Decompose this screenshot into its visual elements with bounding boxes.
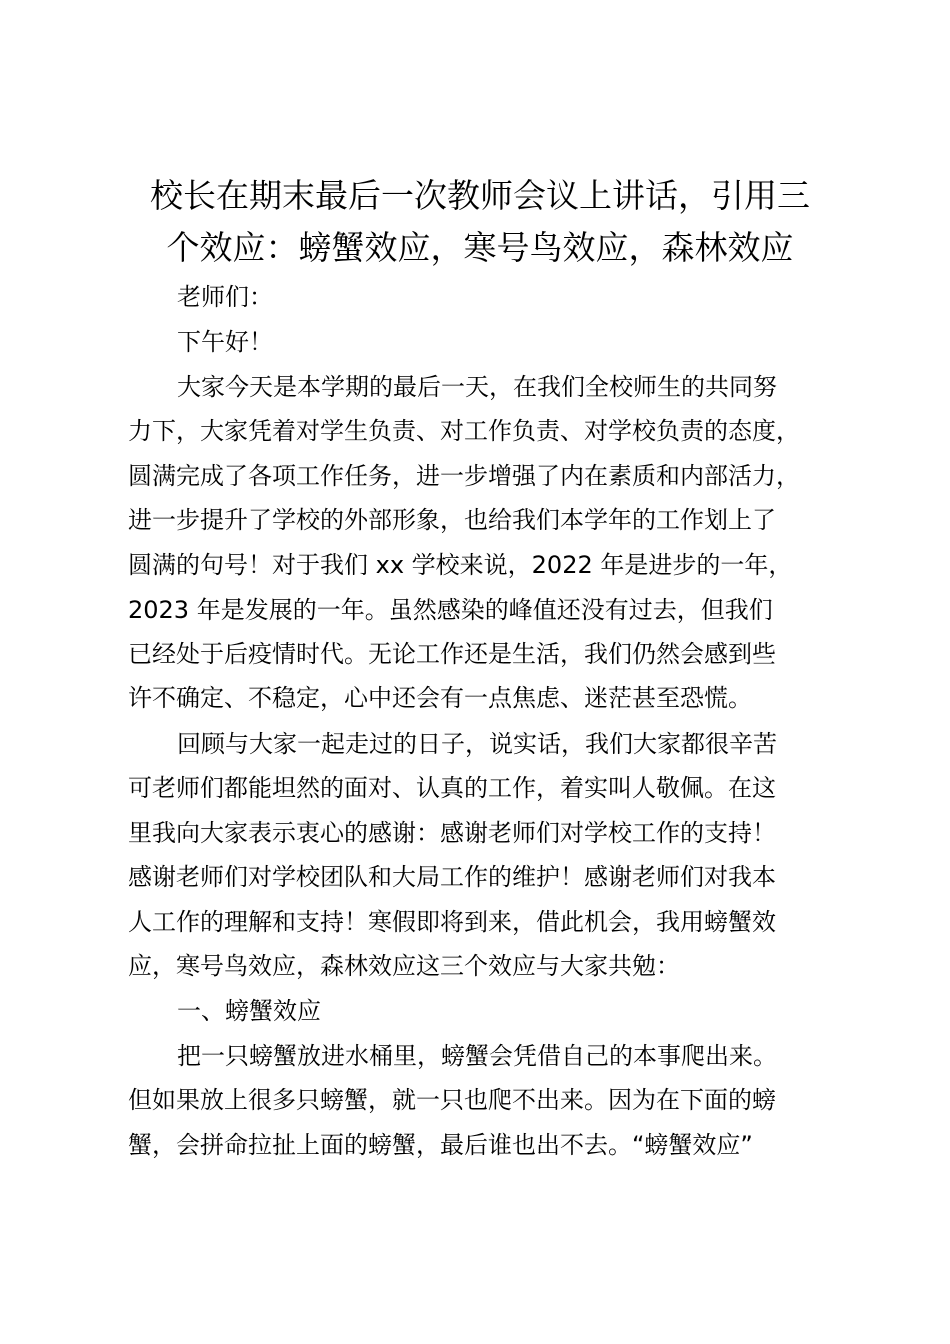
paragraph-line: 圆满的句号！对于我们 xx 学校来说，2022 年是进步的一年， bbox=[128, 551, 793, 579]
document-title bbox=[110, 170, 850, 274]
paragraph-line: 人工作的理解和支持！寒假即将到来，借此机会，我用螃蟹效 bbox=[128, 908, 776, 936]
paragraph-line: 蟹，会拼命拉扯上面的螃蟹，最后谁也出不去。“螃蟹效应” bbox=[128, 1131, 753, 1159]
greeting: 下午好！ bbox=[177, 328, 273, 356]
paragraph-line: 力下，大家凭着对学生负责、对工作负责、对学校负责的态度， bbox=[128, 417, 800, 445]
paragraph-line: 感谢老师们对学校团队和大局工作的维护！感谢老师们对我本 bbox=[128, 863, 776, 891]
paragraph-line: 应，寒号鸟效应，森林效应这三个效应与大家共勉： bbox=[128, 952, 680, 980]
paragraph-line: 但如果放上很多只螃蟹，就一只也爬不出来。因为在下面的螃 bbox=[128, 1086, 776, 1114]
title-line-1: 校长在期末最后一次教师会议上讲话，引用三 bbox=[150, 176, 810, 215]
paragraph-line: 把一只螃蟹放进水桶里，螃蟹会凭借自己的本事爬出来。 bbox=[177, 1042, 777, 1070]
paragraph-line: 回顾与大家一起走过的日子，说实话，我们大家都很辛苦 bbox=[177, 730, 777, 758]
paragraph-line: 里我向大家表示衷心的感谢：感谢老师们对学校工作的支持！ bbox=[128, 819, 776, 847]
paragraph-line: 已经处于后疫情时代。无论工作还是生活，我们仍然会感到些 bbox=[128, 640, 776, 668]
paragraph-line: 进一步提升了学校的外部形象，也给我们本学年的工作划上了 bbox=[128, 506, 776, 534]
section-heading: 一、螃蟹效应 bbox=[177, 997, 321, 1025]
paragraph-line: 大家今天是本学期的最后一天，在我们全校师生的共同努 bbox=[177, 373, 777, 401]
paragraph-line: 可老师们都能坦然的面对、认真的工作，着实叫人敬佩。在这 bbox=[128, 774, 776, 802]
salutation: 老师们： bbox=[177, 283, 273, 311]
title-line-2: 个效应：螃蟹效应，寒号鸟效应，森林效应 bbox=[166, 228, 794, 267]
paragraph-line: 许不确定、不稳定，心中还会有一点焦虑、迷茫甚至恐慌。 bbox=[128, 684, 752, 712]
paragraph-line: 2023 年是发展的一年。虽然感染的峰值还没有过去，但我们 bbox=[128, 596, 773, 624]
paragraph-line: 圆满完成了各项工作任务，进一步增强了内在素质和内部活力， bbox=[128, 462, 800, 490]
